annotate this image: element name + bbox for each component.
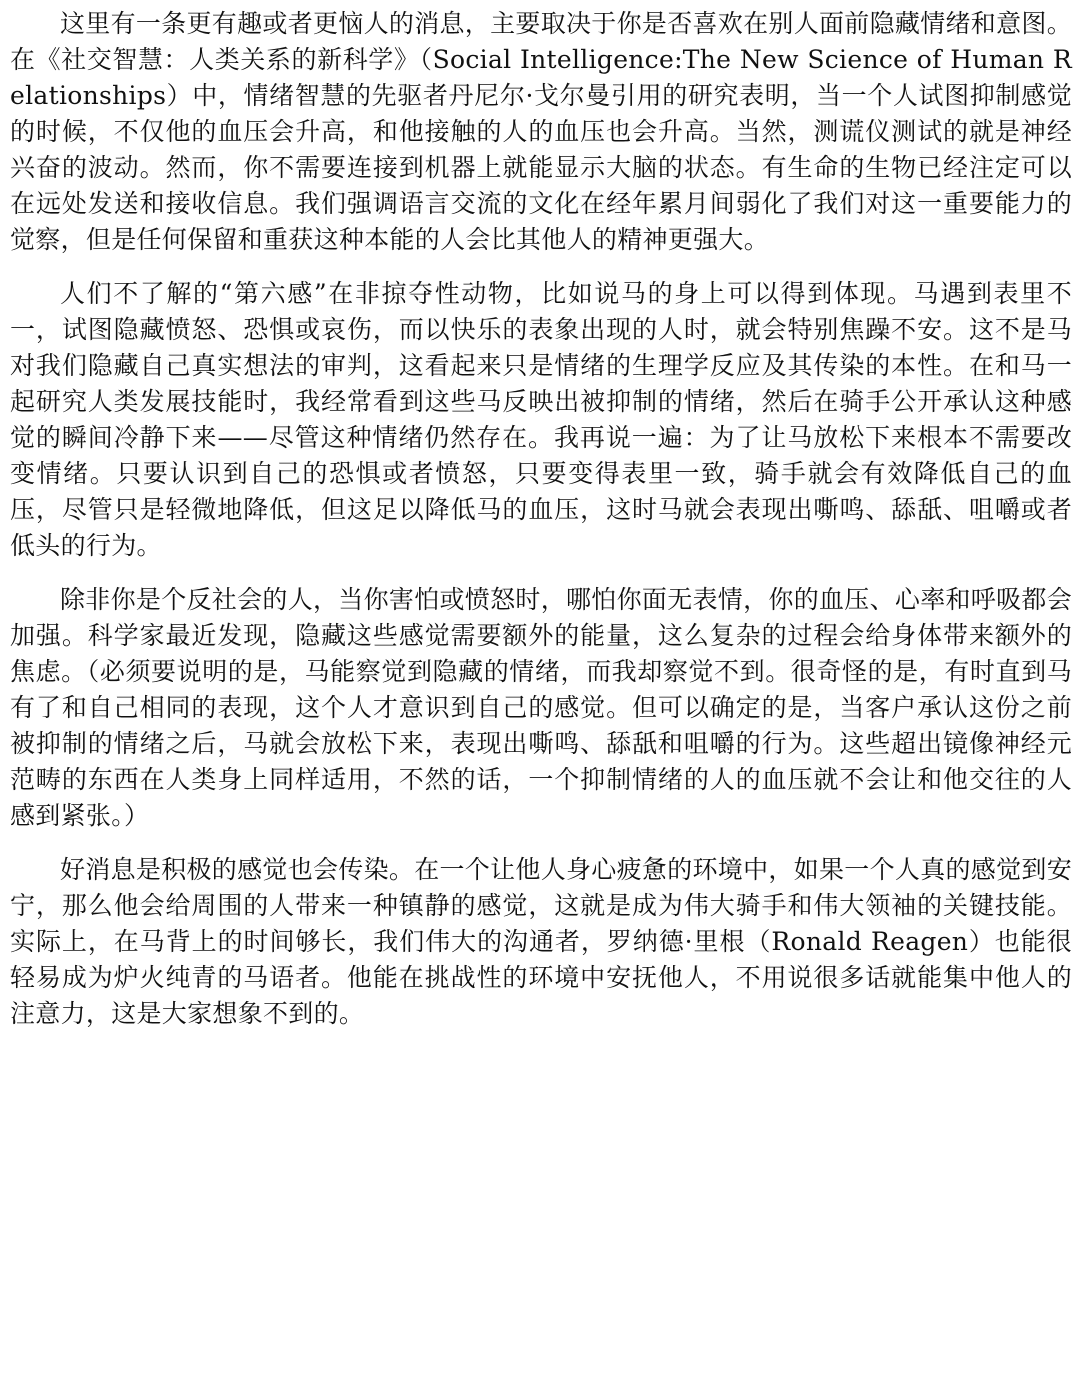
paragraph-3: 除非你是个反社会的人，当你害怕或愤怒时，哪怕你面无表情，你的血压、心率和呼吸都会加强。科学家最近发现，隐藏这些感觉需要额外的能量，这么复杂的过程会给身体带来额外的焦虑。（必须要说明的是，马能察觉到隐藏的情绪，而我却察觉不到。很奇怪的是，有时直到马有了和自己相同的表现，这个人才意识到自己的感觉。但可以确定的是，当客户承认这份之前被抑制的情绪之后，马就会放松下来，表现出嘶鸣、舔舐和咀嚼的行为。这些超出镜像神经元范畴的东西在人类身上同样适用，不然的话，一个抑制情绪的人的血压就不会让和他交往的人感到紧张。） xyxy=(10,585,1073,830)
paragraph-4: 好消息是积极的感觉也会传染。在一个让他人身心疲惫的环境中，如果一个人真的感觉到安宁，那么他会给周围的人带来一种镇静的感觉，这就是成为伟大骑手和伟大领袖的关键技能。实际上，在马背上的时间够长，我们伟大的沟通者，罗纳德·里根（Ronald Reagen）也能很轻易成为炉火纯青的马语者。他能在挑战性的环境中安抚他人，不用说很多话就能集中他人的注意力，这是大家想象不到的。 xyxy=(10,855,1073,1028)
paragraph-1: 这里有一条更有趣或者更恼人的消息，主要取决于你是否喜欢在别人面前隐藏情绪和意图。在《社交智慧：人类关系的新科学》（Social Intelligence:The New Science of Human Relationships）中，情绪智慧的先驱者丹尼尔·戈尔曼引用的研究表明，当一个人试图抑制感觉的时候，不仅他的血压会升高，和他接触的人的血压也会升高。当然，测谎仪测试的就是神经兴奋的波动。然而，你不需要连接到机器上就能显示大脑的状态。有生命的生物已经注定可以在远处发送和接收信息。我们强调语言交流的文化在经年累月间弱化了我们对这一重要能力的觉察，但是任何保留和重获这种本能的人会比其他人的精神更强大。 xyxy=(10,9,1073,254)
paragraph-2: 人们不了解的“第六感”在非掠夺性动物，比如说马的身上可以得到体现。马遇到表里不一，试图隐藏愤怒、恐惧或哀伤，而以快乐的表象出现的人时，就会特别焦躁不安。这不是马对我们隐藏自己真实想法的审判，这看起来只是情绪的生理学反应及其传染的本性。在和马一起研究人类发展技能时，我经常看到这些马反映出被抑制的情绪，然后在骑手公开承认这种感觉的瞬间冷静下来——尽管这种情绪仍然存在。我再说一遍：为了让马放松下来根本不需要改变情绪。只要认识到自己的恐惧或者愤怒，只要变得表里一致，骑手就会有效降低自己的血压，尽管只是轻微地降低，但这足以降低马的血压，这时马就会表现出嘶鸣、舔舐、咀嚼或者低头的行为。 xyxy=(10,279,1072,560)
document-page xyxy=(10,6,1072,1050)
